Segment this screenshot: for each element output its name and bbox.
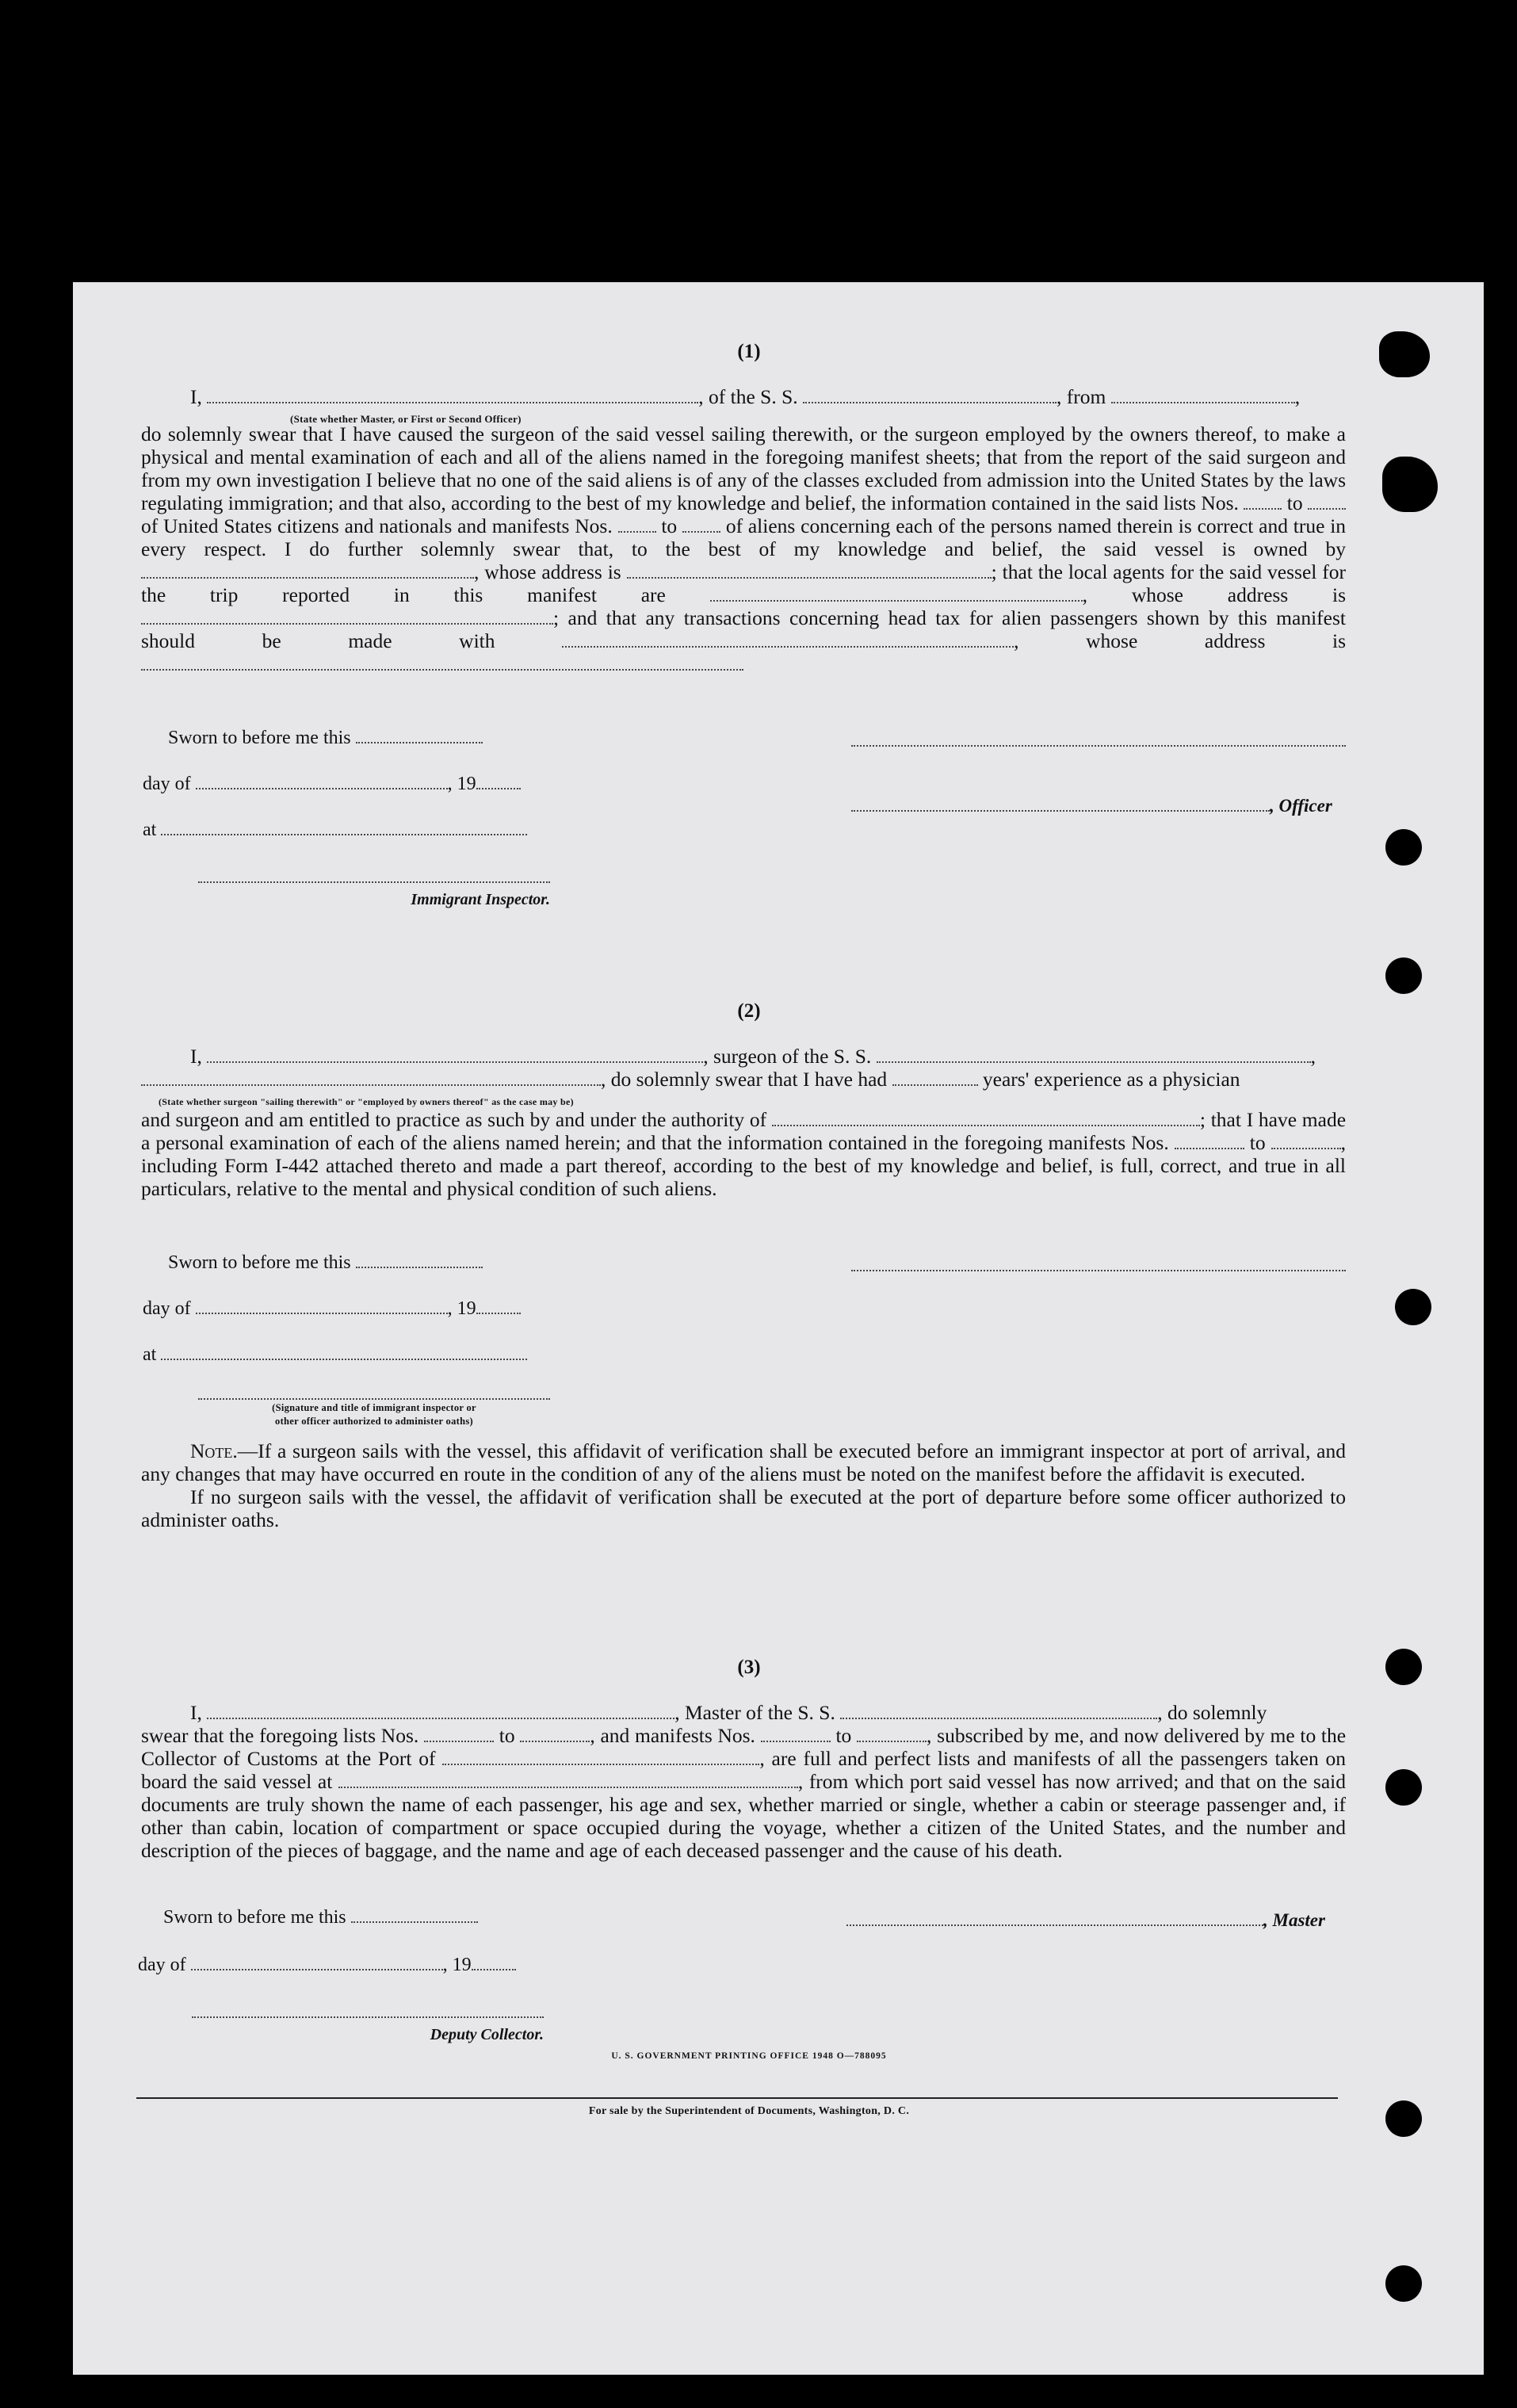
agents-address-blank[interactable] <box>141 609 553 625</box>
sworn-date-blank[interactable] <box>356 728 483 743</box>
day-line-3 <box>138 1955 516 1976</box>
text: , from which port said vessel has now arrived; and that on the said documents are truly shown the name of each passenger, his age and sex, whether married or single, whether a cabin or steerage passenger and, if other than cabin, location of compartment or space occupied during the voyage, whether a citizen of the United States, and the number and description of the pieces of baggage, and the name and age of each deceased passenger and the cause of his death. <box>141 1770 1347 1862</box>
owner-address-blank[interactable] <box>627 563 992 579</box>
manifests-from-blank[interactable] <box>1175 1133 1244 1149</box>
year-blank[interactable] <box>476 1298 521 1314</box>
at-blank[interactable] <box>161 1344 527 1360</box>
manifests-to-blank[interactable] <box>682 517 720 533</box>
footer-rule <box>136 2097 1338 2099</box>
collector-signature-blank[interactable] <box>192 2002 544 2018</box>
boarding-port-blank[interactable] <box>338 1772 798 1788</box>
text: , 19 <box>442 1955 472 1975</box>
punch-hole <box>1395 1289 1431 1325</box>
years-blank[interactable] <box>892 1070 978 1086</box>
printer-credit: U. S. GOVERNMENT PRINTING OFFICE 1948 O—788095 <box>611 2051 887 2061</box>
surgeon-status-blank[interactable] <box>141 1070 601 1086</box>
inspector-signature-2 <box>198 1389 550 1427</box>
text: , are full and perfect lists and manifests of all the passengers taken on board the said vessel at <box>141 1747 1346 1793</box>
caption: Immigrant Inspector. <box>411 891 550 908</box>
inspector-signature <box>198 867 550 910</box>
punch-hole <box>1385 829 1422 866</box>
manifests-to-blank[interactable] <box>857 1726 927 1742</box>
text: —If a surgeon sails with the vessel, this affidavit of verification shall be executed before an immigrant inspector at port of arrival, and any changes that may have occurred en route in the condition of any of the aliens must be noted on the manifest before the affidavit is executed. <box>141 1439 1346 1485</box>
text: day of <box>143 1298 191 1319</box>
text: ; and that any transactions concerning head tax for alien passengers shown by this manifest should be made with <box>141 606 1346 652</box>
text: , whose address is <box>474 560 621 583</box>
surgeon-signature-blank[interactable] <box>851 1256 1346 1271</box>
authority-blank[interactable] <box>772 1110 1200 1126</box>
surgeon-signature <box>851 1256 1346 1277</box>
at-line-2 <box>143 1344 527 1366</box>
text: day of <box>138 1955 186 1975</box>
punch-hole <box>1385 957 1422 994</box>
text: I, <box>190 1701 202 1724</box>
agents-blank[interactable] <box>710 586 1083 602</box>
text: day of <box>143 774 191 794</box>
caption: other officer authorized to administer oaths) <box>275 1416 473 1427</box>
text: of aliens concerning each of the persons named therein is correct and true in every respect. I do further solemnly swear that, to the best of my knowledge and belief, the said vessel is owned by <box>141 514 1347 560</box>
day-line-1 <box>143 774 521 795</box>
lists-from-blank[interactable] <box>424 1726 494 1742</box>
punch-hole <box>1385 2265 1422 2302</box>
text: , subscribed by me, and now delivered by me to the Collector of Customs at the Port of <box>141 1724 1347 1770</box>
sworn-line-3 <box>163 1907 478 1928</box>
text: , 19 <box>447 1298 476 1319</box>
head-tax-address-blank[interactable] <box>141 655 743 671</box>
sworn-date-blank[interactable] <box>351 1907 478 1923</box>
day-line-2 <box>143 1298 521 1320</box>
inspector-signature-blank[interactable] <box>198 1392 550 1400</box>
text: , <box>1310 1045 1316 1068</box>
text: , whose address is <box>1014 629 1347 652</box>
lists-from-blank[interactable] <box>1244 494 1282 510</box>
manifests-from-blank[interactable] <box>761 1726 831 1742</box>
master-signature <box>846 1910 1325 1932</box>
officer-note: (State whether Master, or First or Second Officer) <box>290 413 522 425</box>
text: Sworn to before me this <box>163 1907 346 1928</box>
section-3 <box>141 1701 1346 1862</box>
text: I, <box>190 385 202 408</box>
sworn-date-blank[interactable] <box>356 1252 483 1268</box>
caption: Deputy Collector. <box>430 2026 544 2043</box>
year-blank[interactable] <box>472 1955 516 1970</box>
section-2 <box>141 1045 1346 1200</box>
port-blank[interactable] <box>442 1749 759 1765</box>
manifests-to-blank[interactable] <box>1271 1133 1341 1149</box>
sworn-line-1 <box>168 728 483 749</box>
text: Sworn to before me this <box>168 1252 351 1273</box>
officer-signature-top <box>851 731 1346 752</box>
text: to <box>661 514 678 537</box>
text: to <box>835 1724 852 1747</box>
text: do solemnly swear that I have caused the surgeon of the said vessel sailing therewith, or the surgeon employed by the owners thereof, to make a physical and mental examination of each and all of the aliens named in the foregoing manifest sheets; that from the report of the said surgeon and from my own investigation I believe that no one of the said aliens is of any of the classes excluded from admission into the United States by the laws regulating immigration; and that also, according to the best of my knowledge and belief, the information contained in the said lists Nos. <box>141 422 1346 514</box>
lists-to-blank[interactable] <box>520 1726 590 1742</box>
text: , of the S. S. <box>698 385 798 408</box>
text: , <box>1082 583 1088 606</box>
officer-signature <box>851 796 1332 817</box>
master-signature-blank[interactable] <box>846 1910 1263 1926</box>
caption: , Master <box>1263 1910 1325 1930</box>
section-2-note <box>141 1439 1346 1531</box>
at-blank[interactable] <box>161 820 527 835</box>
text: that the local agents for the said vessel for the trip reported in this manifest are <box>141 560 1346 606</box>
surgeon-name-blank[interactable] <box>207 1047 703 1063</box>
text: , including Form I-442 attached thereto and made a part thereof, according to the best of my knowledge and belief, is full, correct, and true in all particulars, relative to the mental and physical condition of such aliens. <box>141 1131 1347 1200</box>
caption: , Officer <box>1270 796 1332 816</box>
text: , <box>1294 385 1301 408</box>
text: , surgeon of the S. S. <box>703 1045 872 1068</box>
text: , do solemnly <box>1157 1701 1267 1724</box>
text: whose address is <box>1131 583 1347 606</box>
text: , and manifests Nos. <box>590 1724 755 1747</box>
text: ; <box>991 560 997 583</box>
caption: (Signature and title of immigrant inspector or <box>272 1402 476 1413</box>
text: , do solemnly swear that I have had <box>601 1068 888 1091</box>
signature-blank[interactable] <box>851 731 1346 747</box>
text: at <box>143 820 157 840</box>
inspector-signature-blank[interactable] <box>198 867 550 883</box>
text: , 19 <box>447 774 476 794</box>
text: swear that the foregoing lists Nos. <box>141 1724 419 1747</box>
day-blank[interactable] <box>196 1298 448 1314</box>
text: to <box>499 1724 515 1747</box>
section-2-number: (2) <box>737 1000 761 1022</box>
text: , from <box>1057 385 1106 408</box>
text: If no surgeon sails with the vessel, the affidavit of verification shall be executed at the port of departure before some officer authorized to administer oaths. <box>141 1485 1346 1531</box>
sworn-line-2 <box>168 1252 483 1274</box>
punch-hole <box>1385 1769 1422 1806</box>
text: to <box>1249 1131 1266 1154</box>
text: and surgeon and am entitled to practice as such by and under the authority of <box>141 1108 767 1131</box>
master-name-blank[interactable] <box>207 1703 674 1719</box>
section-1-number: (1) <box>737 341 761 362</box>
vessel-name-blank[interactable] <box>877 1047 1311 1063</box>
surgeon-note: (State whether surgeon "sailing therewith" or "employed by owners thereof" as the case may be) <box>159 1096 574 1107</box>
note-label: Note. <box>190 1439 238 1462</box>
year-blank[interactable] <box>476 774 521 789</box>
owner-blank[interactable] <box>141 563 474 579</box>
section-3-number: (3) <box>737 1657 761 1678</box>
head-tax-blank[interactable] <box>562 632 1014 648</box>
text: to <box>1286 491 1303 514</box>
lists-to-blank[interactable] <box>1308 494 1346 510</box>
officer-signature-blank[interactable] <box>851 796 1270 812</box>
text: that I have made a personal examination of each of the aliens named herein; and that the information contained in the foregoing manifests Nos. <box>141 1108 1347 1154</box>
text: Sworn to before me this <box>168 728 351 748</box>
vessel-name-blank[interactable] <box>803 388 1057 403</box>
officer-name-blank[interactable] <box>207 388 698 403</box>
sale-notice: For sale by the Superintendent of Documents, Washington, D. C. <box>588 2105 910 2117</box>
collector-signature <box>192 2002 544 2045</box>
text: ; <box>1199 1108 1206 1131</box>
day-blank[interactable] <box>191 1955 443 1970</box>
text: at <box>143 1344 157 1365</box>
section-1 <box>141 385 1346 675</box>
at-line-1 <box>143 820 527 841</box>
text: years' experience as a physician <box>982 1068 1240 1091</box>
text: I, <box>190 1045 202 1068</box>
text: , Master of the S. S. <box>674 1701 835 1724</box>
day-blank[interactable] <box>196 774 448 789</box>
text: of United States citizens and nationals and manifests Nos. <box>141 514 613 537</box>
manifests-from-blank[interactable] <box>618 517 656 533</box>
from-port-blank[interactable] <box>1111 388 1295 403</box>
vessel-name-blank[interactable] <box>840 1703 1157 1719</box>
